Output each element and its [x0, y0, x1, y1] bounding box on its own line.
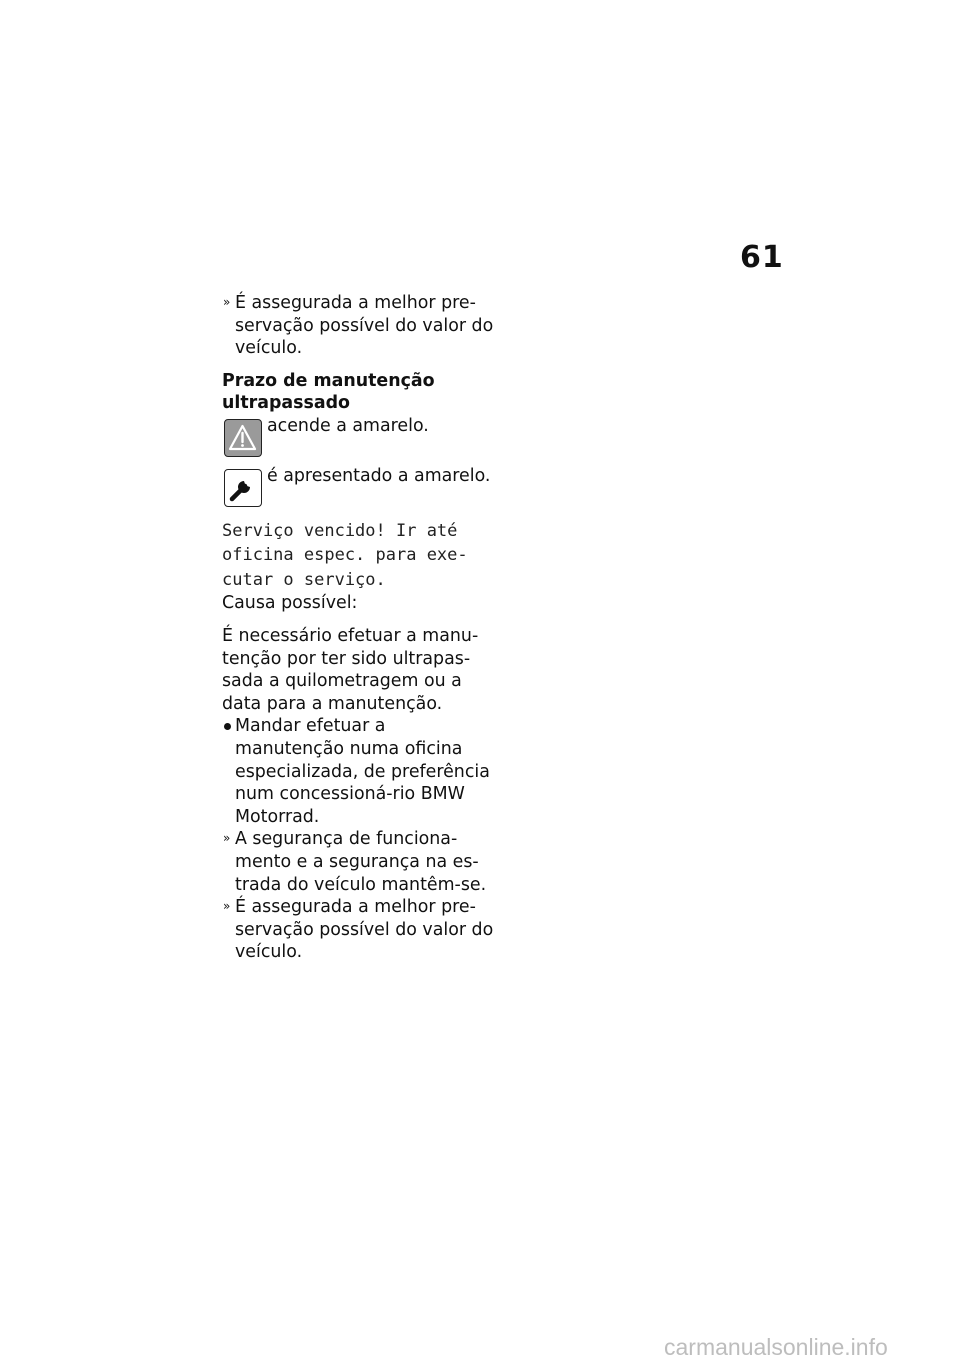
wrench-icon-text: é apresentado a amarelo. — [267, 465, 491, 486]
watermark-text: carmanualsonline.info — [664, 1334, 888, 1360]
cause-text: É necessário efetuar a manu-tenção por ter sido ultrapas-sada a quilometragem ou a data para a manutenção. — [222, 626, 479, 714]
cause-label: Causa possível: — [222, 593, 358, 614]
display-message: Serviço vencido! Ir até oficina espec. para exe-cutar o serviço. — [222, 520, 468, 590]
result-mark: » — [223, 899, 231, 914]
warning-icon-text: acende a amarelo. — [267, 415, 429, 436]
result-item — [222, 828, 494, 896]
result-item — [222, 292, 494, 360]
result-item — [222, 896, 494, 964]
page-number: 61 — [740, 240, 784, 275]
icon-row-wrench — [222, 465, 494, 509]
section-heading: Prazo de manutenção ultrapassado — [222, 370, 435, 414]
content-column — [222, 292, 494, 964]
result-text: A segurança de funciona-mento e a segurança na es-trada do veículo mantêm-se. — [235, 829, 487, 895]
bullet-dot — [224, 723, 231, 730]
wrench-icon — [224, 469, 262, 507]
result-text: É assegurada a melhor pre-servação possível do valor do veículo. — [235, 897, 494, 963]
action-item — [222, 715, 494, 828]
action-text: Mandar efetuar a manutenção numa oficina especializada, de preferência num concessioná-rio BMW Motorrad. — [235, 716, 490, 827]
result-mark: » — [223, 831, 231, 846]
icon-row-warning — [222, 415, 494, 459]
result-mark: » — [223, 295, 231, 309]
result-text: É assegurada a melhor pre-servação possível do valor do veículo. — [235, 293, 494, 359]
warning-triangle-icon — [224, 419, 262, 457]
